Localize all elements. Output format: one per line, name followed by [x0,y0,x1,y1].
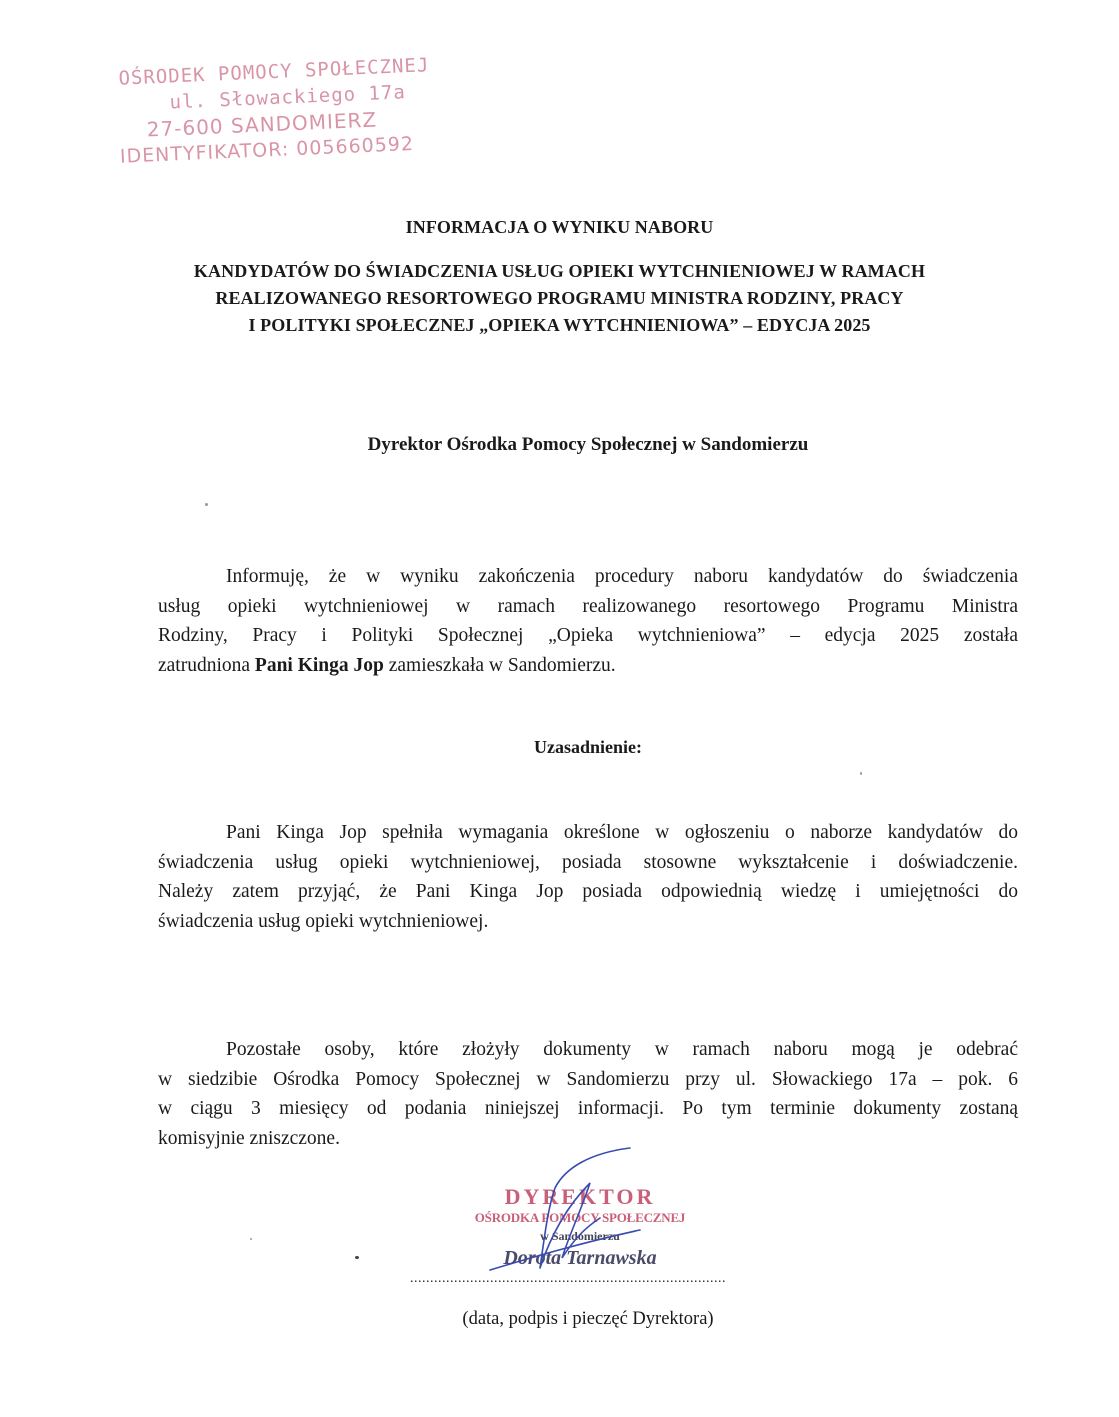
paragraph-line: Należy zatem przyjąć, że Pani Kinga Jop posiada odpowiednią wiedzę i umiejętności do [158,881,1018,902]
signature-caption: (data, podpis i pieczęć Dyrektora) [462,1309,714,1329]
paragraph-line: usług opieki wytchnieniowej w ramach realizowanego resortowego Programu Ministra [158,595,1018,617]
paragraph-line: świadczenia usług opieki wytchnieniowej, posiada stosowne wykształcenie i doświadczenie. [158,851,1018,873]
director-stamp-city: w Sandomierzu [540,1229,620,1243]
issuer-heading: Dyrektor Ośrodka Pomocy Społecznej w Sandomierzu [367,434,809,455]
title-line-3: REALIZOWANEGO RESORTOWEGO PROGRAMU MINISTRA RODZINY, PRACY [215,288,904,308]
paragraph-line: Informuję, że w wyniku zakończenia procedury naboru kandydatów do świadczenia [226,566,1018,587]
director-stamp-title: DYREKTOR [504,1184,656,1209]
documents-return-paragraph [158,1035,1018,1153]
paragraph-line: świadczenia usług opieki wytchnieniowej. [158,910,489,932]
paragraph-line: Pani Kinga Jop spełniła wymagania określone w ogłoszeniu o naborze kandydatów do [226,822,1018,843]
paragraph-line [158,651,1018,681]
paragraph-line: Rodziny, Pracy i Polityki Społecznej „Opieka wytchnieniowa” – edycja 2025 została [158,625,1018,646]
scan-speck [205,503,208,506]
handwritten-signature [470,1138,670,1278]
institution-stamp [112,52,446,170]
stamp-line-city: 27-600 SANDOMIERZ [146,107,378,142]
text-run: zatrudniona [158,654,255,676]
stamp-line-identifier: IDENTYFIKATOR: 005660592 [119,132,415,168]
selected-candidate-name: Pani Kinga Jop [254,654,384,676]
announcement-paragraph [158,562,1018,680]
justification-heading: Uzasadnienie: [534,737,642,757]
paragraph-line: komisyjnie zniszczone. [158,1127,340,1149]
paragraph-line: w ciągu 3 miesięcy od podania niniejszej informacji. Po tym terminie dokumenty zostaną [158,1098,1018,1119]
scan-speck [250,1238,252,1240]
stamp-line-street: ul. Słowackiego 17a [169,81,407,114]
director-stamp-name: Dorota Tarnawska [503,1247,657,1269]
stamp-line-name: OŚRODEK POMOCY SPOŁECZNEJ [118,54,430,90]
text-run: zamieszkała w Sandomierzu. [383,654,616,676]
scan-speck [860,772,862,775]
document-title: INFORMACJA O WYNIKU NABORU [405,217,714,237]
signature-line: ............................................................................... [410,1271,726,1286]
paragraph-line: Pozostałe osoby, które złożyły dokumenty w ramach naboru mogą je odebrać [226,1039,1018,1060]
title-line-4: I POLITYKI SPOŁECZNEJ „OPIEKA WYTCHNIENIOWA” – EDYCJA 2025 [248,315,871,335]
document-title-subheading [0,258,1119,339]
director-stamp-institution: OŚRODKA POMOCY SPOŁECZNEJ [474,1210,686,1225]
justification-paragraph [158,818,1018,936]
title-line-2: KANDYDATÓW DO ŚWIADCZENIA USŁUG OPIEKI WYTCHNIENIOWEJ W RAMACH [193,261,926,281]
paragraph-line: w siedzibie Ośrodka Pomocy Społecznej w Sandomierzu przy ul. Słowackiego 17a – pok. 6 [158,1068,1018,1090]
scan-speck [355,1256,359,1259]
